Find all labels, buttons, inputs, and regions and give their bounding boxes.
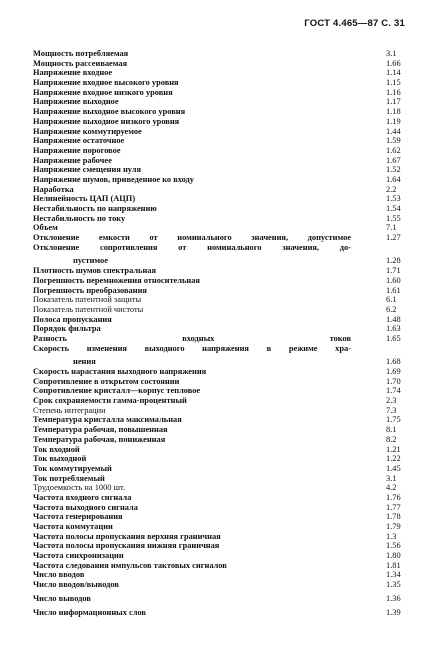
index-entry [33,315,403,325]
entry-term: Сопротивление в открытом состоянии [33,376,180,386]
index-entry [33,68,403,78]
entry-term: Число информационных слов [33,607,146,617]
index-entry [33,107,403,117]
entry-clause-number: 1.44 [386,126,401,136]
entry-term: Частота синхронизации [33,551,124,561]
entry-term: Показатель патентной защиты [33,295,142,305]
entry-clause-number: 1.48 [386,314,401,324]
index-entry [33,396,403,406]
index-entry [33,503,403,513]
index-entry [33,223,403,233]
entry-clause-number: 1.59 [386,136,401,146]
entry-clause-number: 1.54 [386,204,401,213]
entry-term: Частота входного сигнала [33,492,132,502]
entry-clause-number: 2.2 [386,184,397,194]
entry-term: Скорость изменения выходного напряжения в режиме хра- [33,343,351,353]
entry-clause-number: 1.71 [386,266,401,276]
entry-term: Частота полосы пропускания верхняя граничная [33,531,221,541]
entry-clause-number: 3.1 [386,49,397,58]
index-entry [33,334,403,344]
index-entry [33,415,403,425]
entry-term: Наработка [33,184,74,194]
index-entry [33,233,403,243]
entry-clause-number: 1.81 [386,560,401,570]
entry-term: Температура рабочая, пониженная [33,434,166,444]
entry-term: Нелинейность ЦАП (АЦП) [33,194,136,204]
entry-clause-number: 1.14 [386,68,401,78]
index-entry [33,194,403,204]
entry-term: Напряжение коммутируемое [33,126,142,136]
entry-term: пустимое [73,256,108,266]
entry-term: Напряжение пороговое [33,145,121,155]
index-entry [33,324,403,334]
entry-clause-number: 4.2 [386,483,397,493]
index-entry [33,146,403,156]
entry-term: Напряжение входное [33,68,113,78]
entry-term: Напряжение шумов, приведенное ко входу [33,174,194,184]
entry-clause-number: 1.64 [386,174,401,184]
entry-clause-number: 1.28 [386,256,401,266]
entry-clause-number: 1.15 [386,78,401,88]
entry-term: Частота генерирования [33,512,123,522]
entry-clause-number: 1.61 [386,285,401,295]
index-entry [33,464,403,474]
entry-term: Нестабильность по току [33,213,126,223]
entry-clause-number: 1.17 [386,97,401,107]
page-header: ГОСТ 4.465—87 С. 31 [304,18,405,29]
entry-term: Мощность потребляемая [33,49,129,58]
entry-clause-number: 1.39 [386,607,401,617]
index-entry [33,386,403,396]
entry-clause-number: 1.55 [386,213,401,223]
index-entry [33,49,403,59]
entry-term: Частота выходного сигнала [33,502,138,512]
entry-term: нения [73,357,96,367]
index-entry [33,580,403,590]
index-entry [33,295,403,305]
index-entry [33,541,403,551]
entry-term: Напряжение смещения нуля [33,165,141,175]
entry-clause-number: 1.76 [386,492,401,502]
index-entry [33,435,403,445]
entry-term: Разность входных токов [33,333,351,343]
entry-term: Срок сохраняемости гамма-процентный [33,396,187,406]
entry-term: Число выводов [33,593,91,603]
index-entry [33,377,403,387]
entry-clause-number: 7.1 [386,223,397,233]
entry-term: Напряжение выходное высокого уровня [33,107,186,117]
entry-clause-number: 1.74 [386,386,401,396]
entry-term: Отклонение емкости от номинального значения, допустимое [33,233,351,243]
entry-term: Напряжение остаточное [33,136,125,146]
index-entry [33,608,403,618]
entry-term: Частота коммутации [33,522,113,531]
entry-clause-number: 1.65 [386,333,401,343]
index-entry [33,532,403,542]
index-entry [33,185,403,195]
entry-clause-number: 1.36 [386,593,401,603]
entry-term: Погрешность преобразования [33,285,147,295]
entry-term: Ток выходной [33,454,87,464]
entry-term: Объем [33,223,58,233]
index-entry [33,483,403,493]
entry-term: Трудоемкость на 1000 шт. [33,483,126,493]
index-entry [33,367,403,377]
entry-term: Полоса пропускания [33,314,112,324]
index-entry [33,286,403,296]
entry-clause-number: 1.60 [386,275,401,285]
entry-term: Температура рабочая, повышенная [33,425,168,435]
entry-clause-number: 1.68 [386,357,401,367]
entry-clause-number: 1.70 [386,376,401,386]
entry-term: Мощность рассеиваемая [33,58,128,68]
entry-clause-number: 1.75 [386,415,401,425]
index-entry [33,305,403,315]
index-entry [33,97,403,107]
index-entry [33,88,403,98]
entry-clause-number: 6.1 [386,295,397,305]
index-entry [33,156,403,166]
entry-term: Погрешность перемножения относительная [33,275,200,285]
entry-clause-number: 1.18 [386,107,401,117]
entry-term: Напряжение рабочее [33,155,112,165]
index-entry [33,78,403,88]
index-entry [33,204,403,214]
entry-clause-number: 1.80 [386,551,401,561]
entry-term: Напряжение входное высокого уровня [33,78,179,88]
entry-clause-number: 1.34 [386,570,401,580]
index-entry [33,445,403,455]
entry-term: Число вводов [33,570,85,580]
entry-clause-number: 1.19 [386,116,401,126]
index-entry [33,243,403,253]
index-entry [33,512,403,522]
entry-term: Ток потребляемый [33,473,105,483]
index-entry [33,59,403,69]
entry-term: Напряжение выходное низкого уровня [33,116,180,126]
index-entry [33,474,403,484]
index-entry [33,214,403,224]
entry-clause-number: 1.62 [386,145,401,155]
index-entry [33,522,403,532]
index-entry [33,425,403,435]
entry-term: Плотность шумов спектральная [33,266,156,276]
entry-term: Ток коммутируемый [33,463,112,473]
entry-clause-number: 1.22 [386,454,401,464]
entry-clause-number: 7.3 [386,405,397,415]
entry-term: Частота полосы пропускания нижняя граничная [33,541,220,551]
entry-term: Сопротивление кристалл—корпус тепловое [33,386,201,396]
entry-clause-number: 1.69 [386,367,401,376]
index-entry [33,276,403,286]
entry-term: Нестабильность по напряжению [33,204,157,213]
entry-term: Отклонение сопротивления от номинального значения, до- [33,242,351,252]
entry-term: Показатель патентной чистоты [33,304,144,314]
entry-clause-number: 1.79 [386,522,401,531]
entry-clause-number: 1.63 [386,324,401,334]
index-entry [33,117,403,127]
index-list [33,49,403,617]
entry-term: Температура кристалла максимальная [33,415,182,425]
entry-clause-number: 1.52 [386,165,401,175]
index-entry [33,561,403,571]
index-entry [33,175,403,185]
index-entry [33,551,403,561]
index-entry [33,570,403,580]
entry-clause-number: 1.66 [386,58,401,68]
entry-term: Порядок фильтра [33,324,101,334]
index-entry [33,357,403,367]
entry-clause-number: 1.67 [386,155,401,165]
index-entry [33,454,403,464]
entry-clause-number: 8.1 [386,425,397,435]
entry-clause-number: 3.1 [386,473,397,483]
entry-clause-number: 1.27 [386,233,401,243]
entry-term: Ток входной [33,444,80,454]
entry-term: Степень интеграции [33,405,106,415]
entry-clause-number: 1.16 [386,87,401,97]
entry-clause-number: 8.2 [386,434,397,444]
index-entry [33,136,403,146]
entry-clause-number: 1.3 [386,531,397,541]
entry-clause-number: 6.2 [386,304,397,314]
index-entry [33,493,403,503]
index-entry [33,594,403,604]
entry-clause-number: 1.78 [386,512,401,522]
entry-term: Скорость нарастания выходного напряжения [33,367,207,376]
entry-clause-number: 2.3 [386,396,397,406]
entry-clause-number: 1.56 [386,541,401,551]
entry-term: Частота следования импульсов тактовых сигналов [33,560,227,570]
index-entry [33,266,403,276]
entry-term: Напряжение выходное [33,97,119,107]
index-entry [33,344,403,354]
entry-term: Напряжение входное низкого уровня [33,87,173,97]
entry-clause-number: 1.45 [386,463,401,473]
index-entry [33,127,403,137]
entry-clause-number: 1.77 [386,502,401,512]
index-entry [33,256,403,266]
entry-term: Число вводов/выводов [33,580,119,590]
entry-clause-number: 1.21 [386,444,401,454]
index-entry [33,406,403,416]
entry-clause-number: 1.53 [386,194,401,204]
index-entry [33,165,403,175]
entry-clause-number: 1.35 [386,580,401,590]
